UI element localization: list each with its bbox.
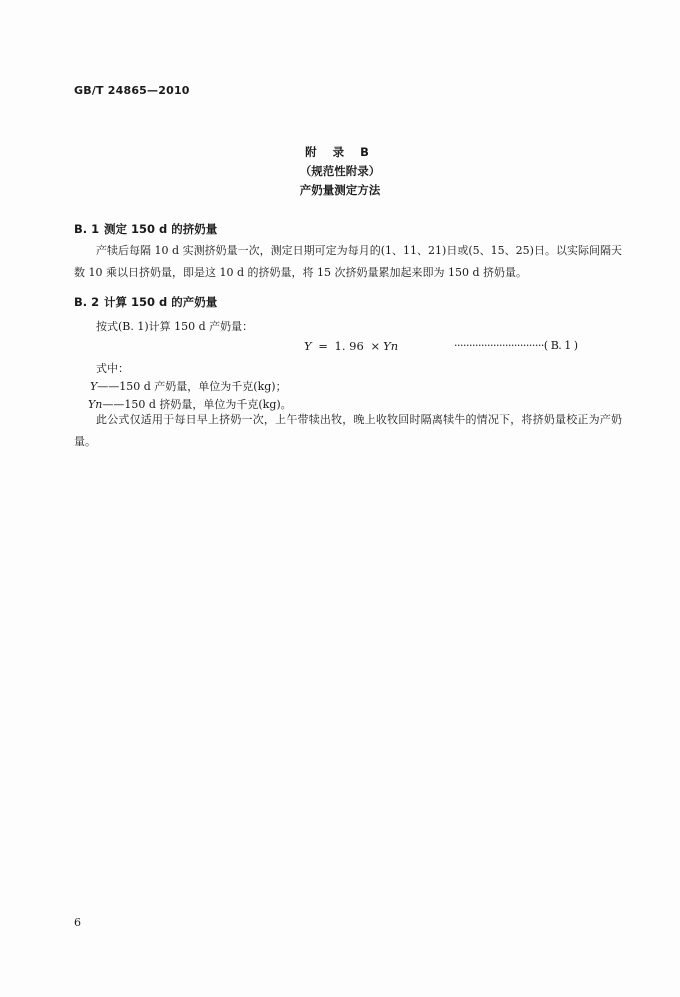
section-title: 计算 150 d 的产奶量 — [104, 295, 218, 309]
formula-intro: 按式(B. 1)计算 150 d 产奶量： — [96, 320, 254, 333]
definition-text: ——150 d 产奶量，单位为千克(kg)； — [97, 380, 287, 393]
leader-dots: ······························ — [454, 339, 544, 352]
section-number: B. 2 — [74, 295, 100, 309]
formula-times: × — [370, 339, 381, 353]
formula-lhs: Y — [304, 339, 312, 353]
where-label: 式中： — [96, 362, 129, 375]
formula-b1 — [304, 339, 398, 353]
formula-applicability-note: 此公式仅适用于每日早上挤奶一次，上午带犊出牧，晚上收牧回时隔离犊牛的情况下，将挤奶量校正为产奶量。 — [74, 413, 622, 448]
appendix-title: 附 录 B — [305, 145, 375, 159]
appendix-nature: （规范性附录） — [299, 164, 381, 178]
definition-symbol: Yn — [88, 398, 103, 411]
section-title: 测定 150 d 的挤奶量 — [104, 222, 218, 236]
section-heading-b1 — [74, 221, 217, 237]
formula-equals: = — [318, 339, 328, 353]
section-b1-paragraph: 产犊后每隔 10 d 实测挤奶量一次，测定日期可定为每月的(1、11、21)日或(5、15、25)日。以实际间隔天数 10 乘以日挤奶量，即是这 10 d 的挤奶量，将 15 次挤奶量累加起来即为 150 d 挤奶量。 — [74, 244, 622, 279]
definition-symbol: Y — [90, 380, 98, 393]
formula-coefficient: 1. 96 — [334, 339, 364, 353]
formula-rhs: Yn — [383, 339, 399, 353]
page-number: 6 — [74, 916, 81, 929]
section-number: B. 1 — [74, 222, 100, 236]
section-heading-b2 — [74, 294, 217, 310]
formula-label: ( B. 1 ) — [543, 339, 578, 352]
definition-y — [90, 378, 287, 396]
appendix-subject: 产奶量测定方法 — [299, 183, 381, 197]
formula-leader — [454, 339, 578, 352]
definition-text: ——150 d 挤奶量，单位为千克(kg)。 — [102, 398, 292, 411]
standard-code: GB/T 24865—2010 — [74, 84, 190, 97]
